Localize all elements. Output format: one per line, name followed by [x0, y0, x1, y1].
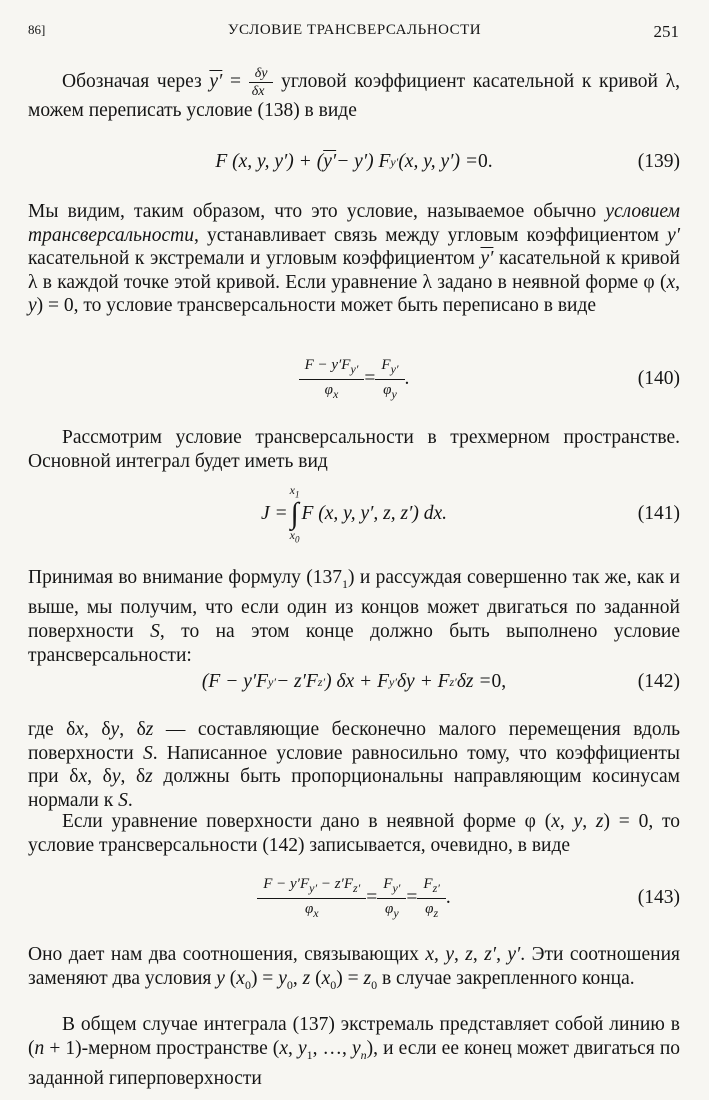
section-number: 86]	[28, 22, 46, 37]
equation-142: (F − y′F y′ − z′F z′ ) δx + F y′ δy + F z′ δz = 0, (142)	[28, 657, 680, 707]
equation-141: J = $x_1$ ∫ $x_0$ F (x, y, y′, z, z′) dx. (141)	[260, 482, 680, 545]
equation-140: $\frac{F - y'F_{y'}}{\varphi_x}$ = $\frac{F_{y'}}{\varphi_y}$ . (140)	[28, 354, 680, 404]
equation-139: F (x, y, y′) + ( y′ − y′) F y′ (x, y, y′) = 0. (139)	[28, 137, 680, 187]
paragraph-general-case: В общем случае интеграла (137) экстремаль представляет собой линию в (n + 1)-мерном пространстве (x, $y_1$, …, $y_n$), и если ее конец может двигаться по заданной гиперповерхности	[28, 1014, 681, 1090]
equation-number: (141)	[637, 503, 680, 524]
paragraph-displacement-components: где δx, δy, δz — составляющие бесконечно малого перемещения вдоль поверхности S. Написанное условие равносильно тому, что коэффициенты при δx, δy, δz должны быть пропорциональны направляющим косинусам нормали к S.	[28, 719, 680, 811]
page-number: 251	[653, 22, 679, 41]
paragraph-slope-definition: Обозначая через y′ = $\frac{\delta y}{\delta x}$ угловой коэффициент касательной к кривой λ, можем переписать условие (138) в виде	[28, 66, 680, 121]
paragraph-three-dimensional: Рассмотрим условие трансверсальности в трехмерном пространстве. Основной интеграл будет иметь вид	[28, 427, 680, 472]
paragraph-two-relations: Оно дает нам два соотношения, связывающих x, y, z, z′, y′. Эти соотношения заменяют два условия y $(x_0) = y_0$, z $(x_0) = z_0$ в случае закрепленного конца.	[28, 944, 680, 992]
equation-number: (143)	[637, 887, 680, 908]
equation-number: (142)	[637, 671, 680, 692]
paragraph-transversality-meaning: Мы видим, таким образом, что это условие, называемое обычно условием трансверсальности, устанавливает связь между угловым коэффициентом y′ касательной к экстремали и угловым коэффициентом y′ касательной к кривой λ в каждой точке этой кривой. Если уравнение λ задано в неявной форме φ (x, y) = 0, то условие трансверсальности может быть переписано в виде	[28, 201, 680, 317]
paragraph-implicit-surface: Если уравнение поверхности дано в неявной форме φ (x, y, z) = 0, то условие трансверсальности (142) записывается, очевидно, в виде	[28, 811, 680, 856]
equation-number: (139)	[637, 151, 680, 172]
running-title: УСЛОВИЕ ТРАНСВЕРСАЛЬНОСТИ	[227, 22, 482, 38]
equation-143: $\frac{F - y'F_{y'} - z'F_{z'}}{\varphi_x}$ = $\frac{F_{y'}}{\varphi_y}$ = $\frac{F_{z'}}{\varphi_z}$ . (143)	[28, 873, 680, 923]
paragraph-surface-endpoint: Принимая во внимание формулу $(137_1)$ и рассуждая совершенно так же, как и выше, мы получим, что если один из концов может двигаться по заданной поверхности S, то на этом конце должно быть выполнено условие трансверсальности:	[28, 567, 681, 666]
equation-number: (140)	[637, 368, 680, 389]
